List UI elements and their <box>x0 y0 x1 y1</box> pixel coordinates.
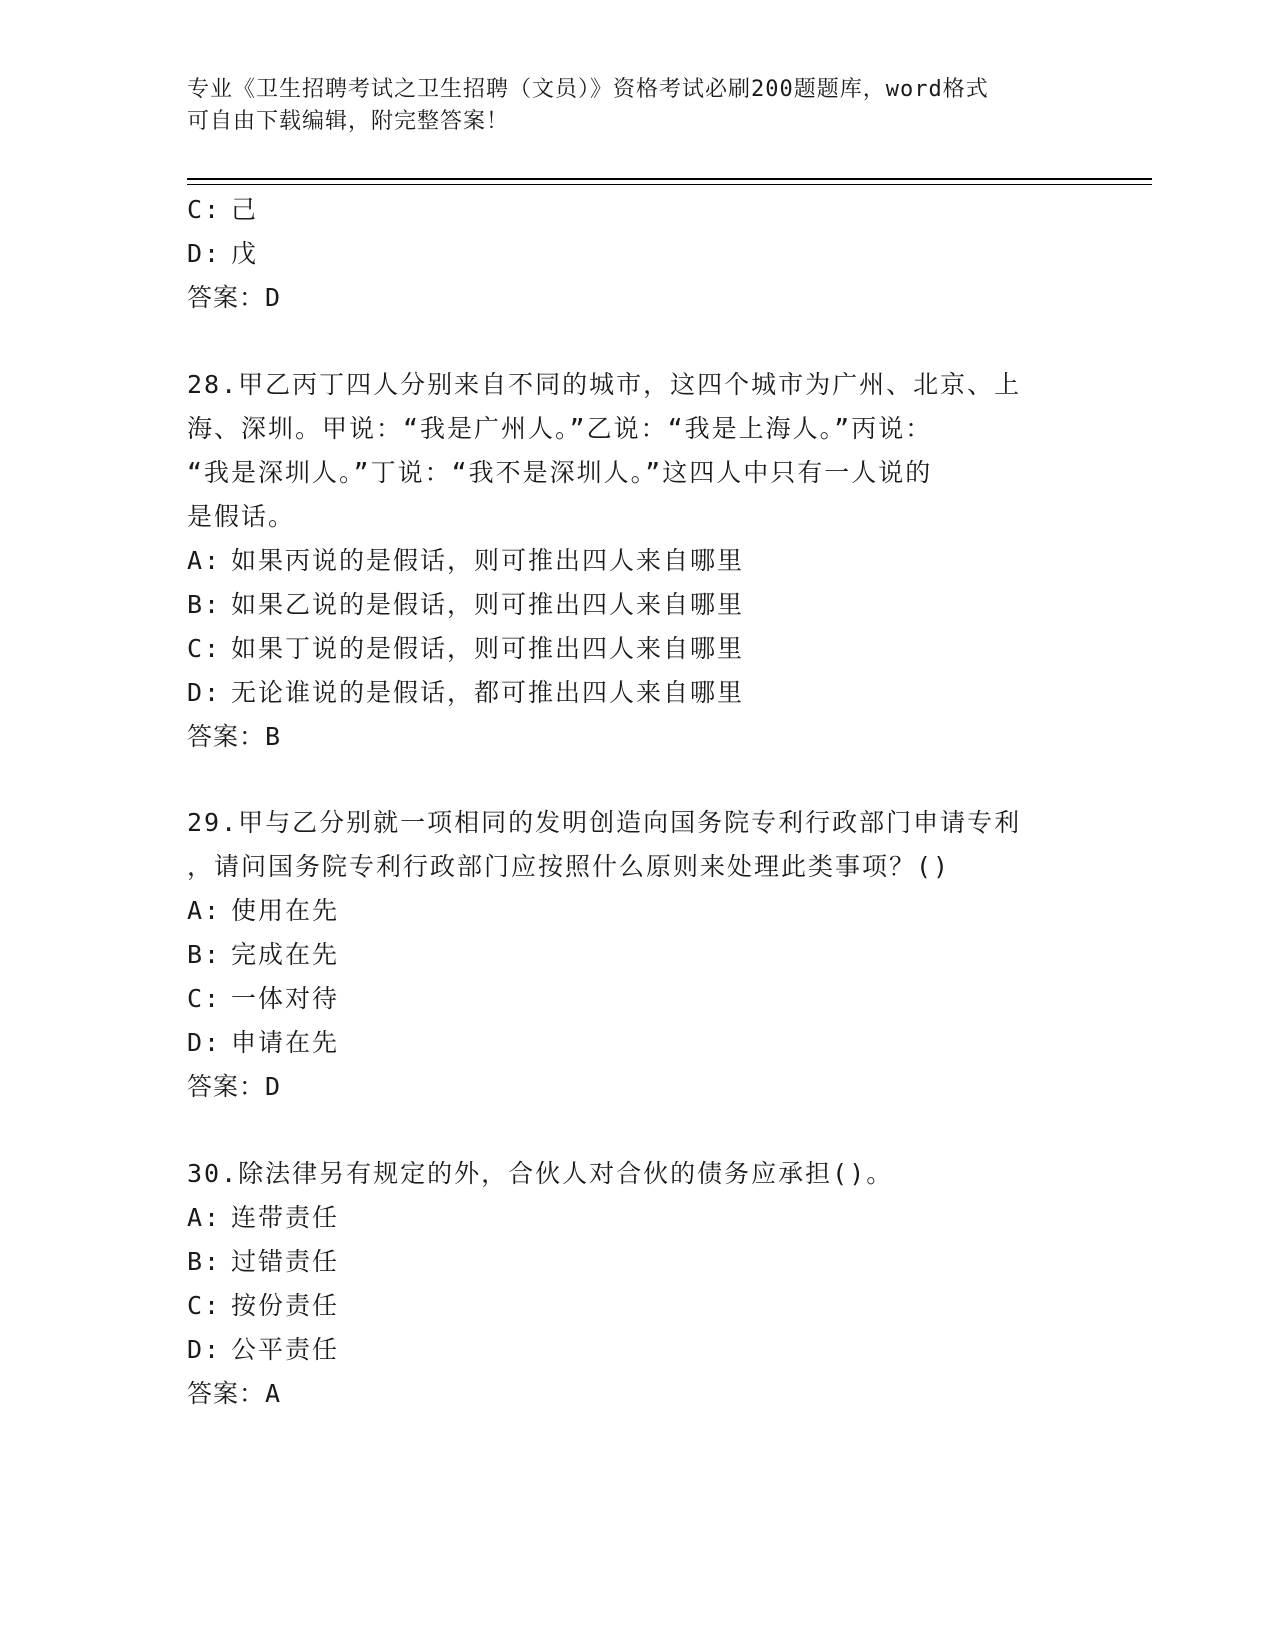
option-text: 申请在先 <box>231 1028 340 1057</box>
option-letter: C: <box>187 195 222 224</box>
option-a <box>187 894 339 928</box>
option-b <box>187 588 744 622</box>
option-letter: A: <box>187 896 222 925</box>
question-28-line-3: “我是深圳人。”丁说：“我不是深圳人。”这四人中只有一人说的 <box>187 458 933 487</box>
question-28-line-1: 28.甲乙丙丁四人分别来自不同的城市，这四个城市为广州、北京、上 <box>187 370 1022 399</box>
header-divider-thin <box>187 184 1152 185</box>
header-line-1: 专业《卫生招聘考试之卫生招聘（文员）》资格考试必刷200题题库，word格式 <box>187 77 989 102</box>
option-letter: A: <box>187 546 222 575</box>
answer: 答案：D <box>187 1072 282 1101</box>
option-d <box>187 676 744 710</box>
option-c <box>187 632 744 666</box>
option-a <box>187 1201 339 1235</box>
option-text: 公平责任 <box>231 1335 340 1364</box>
option-a <box>187 544 744 578</box>
option-text: 无论谁说的是假话，都可推出四人来自哪里 <box>231 678 745 707</box>
option-b <box>187 1245 339 1279</box>
option-text: 己 <box>231 195 259 224</box>
option-text: 如果丙说的是假话，则可推出四人来自哪里 <box>231 546 745 575</box>
option-text: 过错责任 <box>231 1247 340 1276</box>
option-d <box>187 1026 339 1060</box>
option-letter: B: <box>187 940 222 969</box>
option-text: 戊 <box>231 239 259 268</box>
option-text: 如果丁说的是假话，则可推出四人来自哪里 <box>231 634 745 663</box>
option-letter: C: <box>187 634 222 663</box>
header-line-2: 可自由下载编辑，附完整答案！ <box>187 109 510 134</box>
option-letter: D: <box>187 678 222 707</box>
option-b <box>187 938 339 972</box>
question-29-line-2: ，请问国务院专利行政部门应按照什么原则来处理此类事项？() <box>187 852 951 881</box>
answer: 答案：D <box>187 283 282 312</box>
option-d <box>187 237 258 271</box>
option-d <box>187 1333 339 1367</box>
option-text: 连带责任 <box>231 1203 340 1232</box>
header-divider-thick <box>187 178 1152 180</box>
option-text: 一体对待 <box>231 984 340 1013</box>
option-letter: B: <box>187 590 222 619</box>
option-letter: D: <box>187 1335 222 1364</box>
answer: 答案：B <box>187 722 282 751</box>
option-text: 如果乙说的是假话，则可推出四人来自哪里 <box>231 590 745 619</box>
option-letter: C: <box>187 984 222 1013</box>
question-28-line-2: 海、深圳。甲说：“我是广州人。”乙说：“我是上海人。”丙说： <box>187 414 933 443</box>
option-text: 完成在先 <box>231 940 340 969</box>
option-letter: A: <box>187 1203 222 1232</box>
option-letter: C: <box>187 1291 222 1320</box>
option-letter: D: <box>187 239 222 268</box>
option-c <box>187 982 339 1016</box>
answer: 答案：A <box>187 1379 282 1408</box>
option-letter: B: <box>187 1247 222 1276</box>
option-text: 按份责任 <box>231 1291 340 1320</box>
option-c <box>187 1289 339 1323</box>
document-header <box>187 74 1087 138</box>
option-c <box>187 193 258 227</box>
question-30-line-1: 30.除法律另有规定的外，合伙人对合伙的债务应承担()。 <box>187 1159 894 1188</box>
option-text: 使用在先 <box>231 896 340 925</box>
question-28-line-4: 是假话。 <box>187 502 296 531</box>
option-letter: D: <box>187 1028 222 1057</box>
question-29-line-1: 29.甲与乙分别就一项相同的发明创造向国务院专利行政部门申请专利 <box>187 808 1022 837</box>
